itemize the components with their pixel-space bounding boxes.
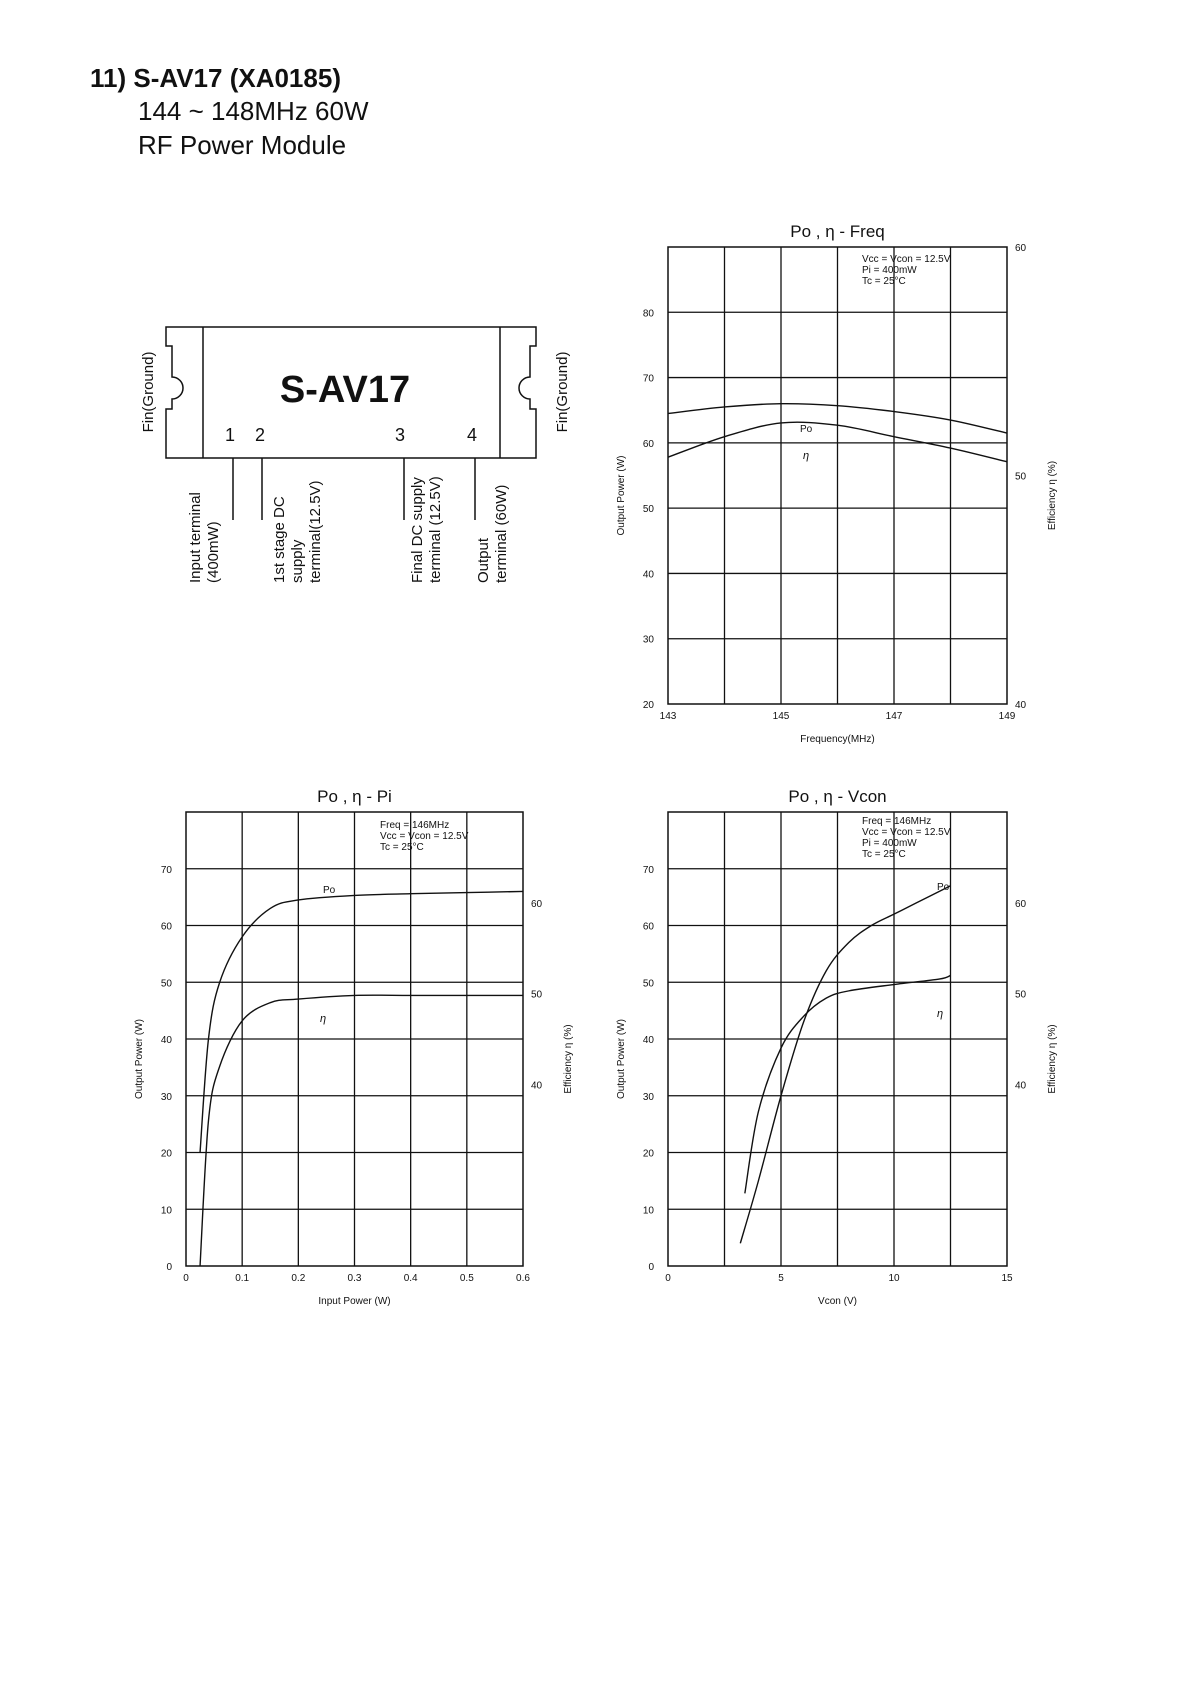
chart-title: Po , η - Pi [317, 787, 392, 806]
x-tick-label: 149 [998, 711, 1016, 722]
chart-title: Po , η - Freq [790, 222, 885, 241]
y-tick-label: 50 [642, 978, 654, 990]
series-label: Po [937, 882, 950, 893]
y2-tick-label: 40 [1015, 700, 1027, 711]
y-tick-label: 80 [642, 308, 654, 320]
condition-text: Freq = 146MHz [380, 820, 450, 831]
y2-tick-label: 50 [1015, 989, 1027, 1001]
y-tick-label: 70 [642, 373, 654, 385]
series-line-eta [745, 975, 951, 1193]
x-tick-label: 0 [665, 1273, 671, 1284]
y2-tick-label: 40 [531, 1080, 543, 1092]
y2-tick-label: 40 [1015, 1080, 1027, 1092]
pin-3-label-line1: Final DC supply [409, 477, 426, 583]
module-diagram [166, 327, 536, 520]
chart-po-eta-freq [616, 222, 1058, 745]
x-tick-label: 10 [888, 1273, 900, 1284]
y2-tick-label: 50 [1015, 471, 1027, 483]
x-axis-label: Vcon (V) [818, 1296, 857, 1307]
y-tick-label: 40 [160, 1035, 172, 1046]
pin-3-number: 3 [394, 425, 406, 445]
series-label: η [803, 450, 810, 462]
chart-po-eta-pi [134, 787, 574, 1307]
y-tick-label: 20 [642, 700, 654, 711]
x-tick-label: 145 [772, 711, 790, 722]
y-tick-label: 40 [642, 1035, 654, 1046]
series-label: Po [800, 424, 813, 435]
module-name: S-AV17 [279, 369, 411, 411]
x-axis-label: Frequency(MHz) [800, 734, 875, 745]
pin-1-number: 1 [224, 425, 236, 445]
y-tick-label: 30 [642, 634, 654, 646]
fin-right-label: Fin(Ground) [554, 351, 571, 433]
y2-axis-label: Efficiency η (%) [1047, 460, 1058, 531]
series-line-eta [200, 995, 523, 1266]
y-tick-label: 70 [160, 864, 172, 876]
condition-text: Pi = 400mW [862, 838, 917, 849]
chart-po-eta-vcon [616, 787, 1058, 1307]
condition-text: Vcc = Vcon = 12.5V [380, 831, 469, 842]
pin-3-label-line2: terminal (12.5V) [427, 476, 444, 583]
x-axis-label: Input Power (W) [318, 1296, 391, 1307]
x-tick-label: 0.6 [516, 1273, 530, 1284]
condition-text: Vcc = Vcon = 12.5V [862, 827, 951, 838]
module-description: RF Power Module [138, 130, 347, 160]
chart-title: Po , η - Vcon [788, 787, 887, 806]
condition-text: Pi = 400mW [862, 265, 917, 276]
y2-tick-label: 60 [1015, 898, 1027, 910]
y-tick-label: 70 [642, 864, 654, 876]
pin-4-label-line2: terminal (60W) [493, 484, 510, 583]
pin-labels [187, 476, 510, 583]
series-line-po [200, 891, 523, 1152]
series-label: η [320, 1013, 327, 1025]
series-label: η [937, 1008, 944, 1020]
series-line-po [740, 886, 950, 1244]
y-tick-label: 60 [160, 921, 172, 933]
x-tick-label: 0.3 [347, 1273, 362, 1284]
y2-tick-label: 60 [1015, 243, 1027, 254]
x-tick-label: 15 [1001, 1273, 1013, 1284]
y-tick-label: 20 [160, 1148, 172, 1160]
x-tick-label: 0.5 [459, 1273, 474, 1284]
y-tick-label: 50 [642, 504, 654, 516]
pin-2-label-line2: supply [289, 539, 306, 583]
x-tick-label: 0 [183, 1273, 189, 1284]
condition-text: Vcc = Vcon = 12.5V [862, 254, 951, 265]
y-tick-label: 10 [160, 1205, 172, 1217]
frequency-spec: 144 ~ 148MHz 60W [138, 96, 369, 126]
y-tick-label: 30 [160, 1091, 172, 1103]
pin-1-label-line2: (400mW) [205, 521, 222, 583]
y2-tick-label: 60 [531, 898, 543, 910]
x-tick-label: 5 [778, 1273, 784, 1284]
x-tick-label: 0.2 [291, 1273, 306, 1284]
y-tick-label: 50 [160, 978, 172, 990]
fin-left-label: Fin(Ground) [140, 351, 157, 433]
y-tick-label: 60 [642, 921, 654, 933]
y-tick-label: 20 [642, 1148, 654, 1160]
y-axis-label: Output Power (W) [616, 455, 627, 536]
pin-1-label-line1: Input terminal [187, 492, 204, 583]
condition-text: Freq = 146MHz [862, 816, 932, 827]
pin-2-number: 2 [254, 425, 266, 445]
y-tick-label: 0 [648, 1262, 654, 1273]
y2-tick-label: 50 [531, 989, 543, 1001]
pin-4-number: 4 [466, 425, 478, 445]
y-tick-label: 60 [642, 438, 654, 450]
pin-4-label-line1: Output [475, 537, 492, 583]
section-title: 11) S-AV17 (XA0185) [90, 63, 341, 93]
pin-2-label-line1: 1st stage DC [271, 496, 288, 583]
y-tick-label: 40 [642, 569, 654, 581]
series-label: Po [323, 885, 336, 896]
y2-axis-label: Efficiency η (%) [1047, 1024, 1058, 1094]
condition-text: Tc = 25°C [862, 849, 906, 860]
pin-2-label-line3: terminal(12.5V) [307, 480, 324, 583]
x-tick-label: 143 [659, 711, 677, 722]
y-tick-label: 30 [642, 1091, 654, 1103]
x-tick-label: 147 [885, 711, 903, 722]
y-tick-label: 0 [166, 1262, 172, 1273]
y-axis-label: Output Power (W) [616, 1018, 627, 1100]
x-tick-label: 0.4 [403, 1273, 418, 1284]
y2-axis-label: Efficiency η (%) [563, 1024, 574, 1094]
y-tick-label: 10 [642, 1205, 654, 1217]
y-axis-label: Output Power (W) [134, 1018, 145, 1100]
x-tick-label: 0.1 [235, 1273, 250, 1284]
condition-text: Tc = 25°C [862, 276, 906, 287]
condition-text: Tc = 25°C [380, 842, 424, 853]
